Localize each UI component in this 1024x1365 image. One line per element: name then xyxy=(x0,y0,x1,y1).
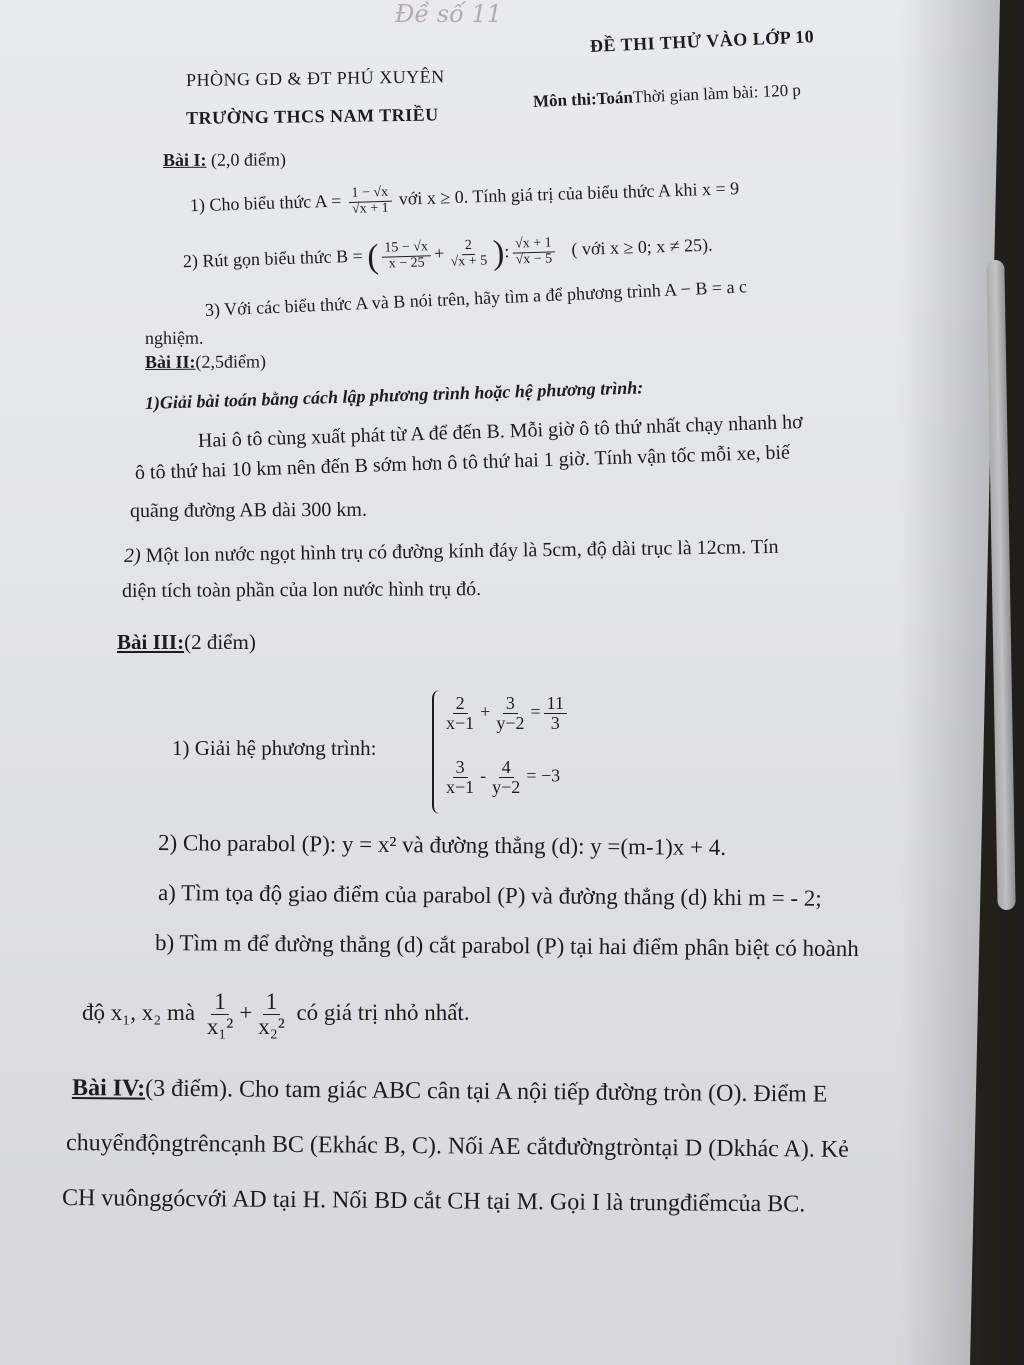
eq2-term-b-den: y−2 xyxy=(492,776,521,797)
eq1-term-b xyxy=(493,694,527,733)
eq1-op: + xyxy=(480,701,491,722)
bai2-heading xyxy=(145,351,266,373)
eq1-rhs-den: 3 xyxy=(550,712,560,733)
eq1-term-b-den: y−2 xyxy=(496,712,525,733)
bai4-line-3: CH vuônggócvới AD tại H. Nối BD cắt CH tại M. Gọi I là trungđiểmcủa BC. xyxy=(61,1185,806,1218)
fraction-b1-denominator: x − 25 xyxy=(388,255,425,272)
eq2-term-b-num: 4 xyxy=(499,758,514,778)
fraction-b1-numerator: 15 − √x xyxy=(381,240,431,257)
bai1-q2-post: ( với x ≥ 0; x ≠ 25). xyxy=(571,234,713,260)
eq1-rhs-num: 11 xyxy=(544,694,567,714)
header-subject: Môn thi:Toán xyxy=(532,87,634,111)
bai3-heading xyxy=(117,630,256,655)
eq2-term-a-den: x−1 xyxy=(446,776,475,797)
bai1-points: (2,0 điểm) xyxy=(210,149,287,170)
bai2-problem-2-text: Một lon nước ngọt hình trụ có đường kính đáy là 5cm, độ dài trục là 12cm. Tín xyxy=(145,535,779,567)
fraction-a xyxy=(348,186,392,218)
bai2-problem-2-number: 2) xyxy=(123,544,141,567)
bai1-question-3-cont: nghiệm. xyxy=(144,327,204,348)
fraction-b3-numerator: √x + 1 xyxy=(512,236,555,253)
q2b-fraction-2 xyxy=(255,990,287,1039)
bai2-problem-1-line-3: quãng đường AB dài 300 km. xyxy=(129,498,368,522)
handwritten-note: Đề số 11 xyxy=(395,0,502,28)
equation-2 xyxy=(440,758,560,797)
bai1-question-3: 3) Với các biểu thức A và B nói trên, hãy tìm a để phương trình A − B = a c xyxy=(204,276,748,320)
header-time: Thời gian làm bài: 120 p xyxy=(632,80,802,107)
fraction-b3 xyxy=(512,236,556,268)
eq1-term-a-num: 2 xyxy=(453,694,468,714)
fraction-b1 xyxy=(381,240,432,272)
q2b-fraction-1-den: x₁² xyxy=(206,1014,234,1040)
bai2-problem-2-line-2: diện tích toàn phần của lon nước hình trụ đó. xyxy=(121,578,482,602)
fraction-b2-numerator: 2 xyxy=(462,239,475,255)
bai4-line-1-text: (3 điểm). Cho tam giác ABC cân tại A nội tiếp đường tròn (O). Điểm E xyxy=(145,1075,828,1108)
bai3-question-1-label: 1) Giải hệ phương trình: xyxy=(172,736,377,760)
bai1-heading xyxy=(163,149,286,171)
fraction-a-numerator: 1 − √x xyxy=(348,186,391,203)
bai1-title: Bài I: xyxy=(162,149,207,170)
bai3-question-2a: a) Tìm tọa độ giao điểm của parabol (P) và đường thẳng (d) khi m = - 2; xyxy=(157,880,822,911)
bai4-title: Bài IV: xyxy=(71,1075,146,1102)
fraction-b2-denominator: √x + 5 xyxy=(450,253,488,270)
eq1-equals: = xyxy=(530,701,541,722)
bai2-title: Bài II: xyxy=(144,351,196,372)
eq2-term-a xyxy=(443,758,477,797)
bai2-sub-1: 1)Giải bài toán bằng cách lập phương trình hoặc hệ phương trình: xyxy=(144,377,644,413)
bai1-q2-plus: + xyxy=(433,243,445,264)
bai2-problem-1-line-2: ô tô thứ hai 10 km nên đến B sớm hơn ô tô thứ hai 1 giờ. Tính vận tốc mỗi xe, biế xyxy=(134,441,791,484)
q2b-fraction-2-den: x₂² xyxy=(258,1014,285,1040)
bai2-points: (2,5điểm) xyxy=(195,351,267,372)
eq2-term-b xyxy=(489,758,523,797)
fraction-a-denominator: √x + 1 xyxy=(351,200,389,217)
bai1-question-2: 2) Rút gọn biểu thức B = ( $\frac{15 - √x}{x - 25}$ + $\frac{2}{√x + 5}$ ): $\frac{√x + 1}{√x - 5}$ ( với x ≥ 0; x ≠ 25). xyxy=(182,234,713,276)
eq1-term-a xyxy=(443,694,477,733)
eq2-term-a-num: 3 xyxy=(453,758,468,778)
eq1-rhs xyxy=(544,694,567,733)
q2b-fraction-2-num: 1 xyxy=(263,990,281,1015)
q2b-fraction-1-num: 1 xyxy=(211,990,229,1015)
bai3-question-2: 2) Cho parabol (P): y = x² và đường thẳng (d): y =(m-1)x + 4. xyxy=(157,830,727,860)
equation-1 xyxy=(440,694,570,733)
bai1-q1-pre: 1) Cho biểu thức A = xyxy=(189,190,342,216)
header-department: PHÒNG GD & ĐT PHÚ XUYÊN xyxy=(185,66,445,90)
eq2-rhs: = −3 xyxy=(526,765,561,786)
q2b-fraction-1 xyxy=(204,990,236,1039)
bai3-question-2b-cont xyxy=(82,990,470,1039)
bai1-q2-div: : xyxy=(503,241,510,262)
fraction-b3-denominator: √x − 5 xyxy=(515,251,553,268)
bai3-question-2b: b) Tìm m để đường thẳng (d) cắt parabol (P) tại hai điểm phân biệt có hoành xyxy=(154,930,859,962)
bai3-title: Bài III: xyxy=(117,630,185,654)
q2b-plus: + xyxy=(239,999,253,1025)
header-school: TRƯỜNG THCS NAM TRIỀU xyxy=(185,104,439,128)
bai1-q1-post: với x ≥ 0. Tính giá trị của biểu thức A khi x = 9 xyxy=(398,178,740,209)
bai4-line-2: chuyểnđộngtrêncạnh BC (Ekhác B, C). Nối AE cắtđườngtròntại D (Dkhác A). Kẻ xyxy=(65,1130,849,1163)
bai3-points: (2 điểm) xyxy=(184,630,256,654)
fraction-b2 xyxy=(447,238,491,270)
bai3-q2b-post: có giá trị nhỏ nhất. xyxy=(296,999,470,1025)
eq1-term-b-num: 3 xyxy=(503,694,518,714)
header-exam-title: ĐỀ THI THỬ VÀO LỚP 10 xyxy=(589,26,815,56)
eq2-op: - xyxy=(480,765,487,786)
bai3-q2b-pre: độ x₁, x₂ mà xyxy=(82,999,196,1025)
bai2-problem-1-line-1: Hai ô tô cùng xuất phát từ A để đến B. Mỗi giờ ô tô thứ nhất chạy nhanh hơ xyxy=(197,411,804,452)
eq1-term-a-den: x−1 xyxy=(446,712,475,733)
pen xyxy=(986,260,1015,910)
bai1-q2-pre: 2) Rút gọn biểu thức B = xyxy=(182,245,364,272)
